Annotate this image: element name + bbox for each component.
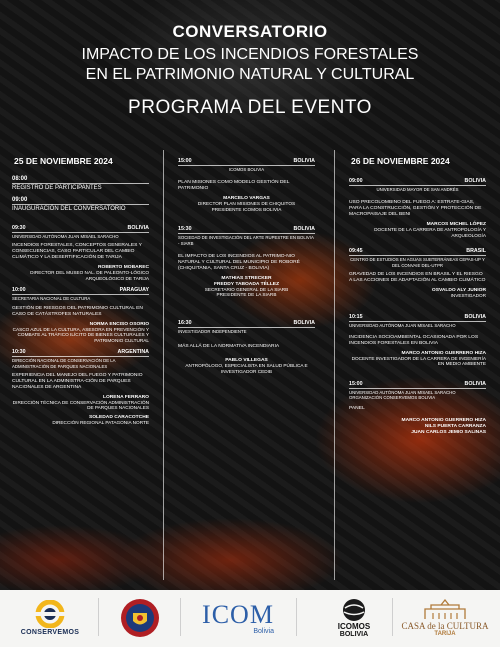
icom-sub-label: Bolivia [253, 627, 274, 635]
talk-speaker-role: DIRECTOR PLAN MISIONES DE CHIQUITOS [197, 201, 296, 207]
talk-speaker: LORENA FERRARO [102, 394, 149, 400]
talk-speaker: PABLO VILLEGAS [225, 358, 268, 364]
talk-org: SOCIEDAD DE INVESTIGACIÓN DEL ARTE RUPESTRE EN BOLIVIA - SIARB [178, 235, 314, 246]
talk-country: BOLIVIA [127, 225, 149, 231]
talk-time: 16:30 [178, 319, 192, 326]
talk-country: BOLIVIA [293, 158, 315, 164]
casa-cultura-logo [400, 594, 490, 642]
talk-header [178, 226, 315, 234]
icomos-sub-label: BOLIVIA [339, 631, 369, 638]
event-type: CONVERSATORIO [172, 22, 328, 41]
talk-speaker: MARCELO VARGAS [223, 196, 270, 202]
talk-time: 15:30 [178, 226, 192, 233]
talk-speaker: SOLEDAD CARACOTCHE [88, 414, 149, 420]
talk-speaker: MARCO ANTONIO GUERRERO HIZA [401, 350, 486, 356]
talk-speaker-role: DIRECCIÓN REGIONAL PATAGONIA NORTE [52, 419, 149, 425]
university-seal-icon [120, 596, 160, 640]
talk-title: PLAN MISIONES COMO MODELO GESTIÓN DEL PATRIMONIO [178, 180, 290, 192]
talk-org: UNIVERSIDAD AUTÓNOMA JUAN MISAEL SARACHO ORGANIZACIÓN CONSERVEMOS BOLIVIA [349, 389, 456, 400]
talk-header [349, 314, 486, 322]
conservemos-icon [35, 600, 65, 628]
session-registration [12, 176, 149, 192]
talk-speaker: FREDDY TABOADA TÉLLEZ [213, 281, 280, 287]
program-title: PROGRAMA DEL EVENTO [128, 97, 372, 118]
talk-speaker-role: SECRETARIO GENERAL DE LA SIARB [204, 286, 289, 292]
icom-logo [196, 594, 280, 642]
talk-speaker: MATHIAS STRECKER [221, 275, 272, 281]
talk-country: ARGENTINA [117, 349, 149, 356]
talk-header [12, 225, 149, 233]
talk-org: DIRECCIÓN NACIONAL DE CONSERVACIÓN DE LA ADMINISTRACIÓN DE PARQUES NACIONALES [12, 358, 116, 369]
talk-header [12, 349, 149, 357]
logo-separator [98, 598, 99, 636]
logo-separator [392, 598, 393, 636]
talk-header [349, 178, 486, 186]
talk-country: BOLIVIA [464, 314, 486, 321]
talk-speaker-role: DOCENTE INVESTIGADOR DE LA CARRERA DE INGENIERÍA EN MEDIO AMBIENTE [351, 355, 486, 367]
event-title-line2: EN EL PATRIMONIO NATURAL Y CULTURAL [85, 66, 415, 83]
talk-time: 10:30 [12, 349, 26, 356]
talk-time: 09:00 [349, 178, 363, 184]
casa-cultura-sub-label: TARIJA [434, 631, 456, 637]
day2-column [349, 148, 486, 568]
talk-speaker-role: PRESIDENTE DE LA SIARB [216, 292, 277, 298]
talk-time: 09:30 [12, 225, 26, 231]
talk-speaker-role: DIRECTOR DEL MUSEO NAL. DE PALEONTO-LÓGICO ARQUEOLÓGICO DE TARIJA [30, 270, 149, 281]
session-inauguration [12, 197, 149, 213]
talk-speaker-role: DIRECCIÓN TÉCNICA DE CONSERVACIÓN ADMINISTRACIÓN DE PARQUES NACIONALES [12, 399, 149, 411]
talk-time: 09:45 [349, 248, 363, 255]
talk-speaker-role: DOCENTE DE LA CARRERA DE ANTROPOLOGÍA Y ARQUEOLOGÍA [374, 227, 486, 238]
talk-speaker: JUAN CARLOS JEMIO SALINAS [411, 430, 486, 436]
talk-header [178, 158, 315, 166]
talk-org: INVESTIGADOR INDEPENDIENTE [178, 328, 247, 334]
session-time: 08:00 [12, 176, 149, 184]
icomos-label: ICOMOS [337, 622, 371, 631]
icomos-bolivia-logo [326, 594, 382, 642]
talk-org: UNIVERSIDAD AUTÓNOMA JUAN MISAEL SARACHO [349, 323, 456, 329]
talk-speaker: NILS PUERTA CARRANZA [424, 424, 486, 430]
icomos-globe-icon [340, 598, 368, 622]
talk-org: SECRETARIA NACIONAL DE CULTURA [12, 296, 91, 302]
conservemos-logo [12, 594, 88, 642]
icom-label: ICOM [202, 599, 274, 629]
university-seal-logo [118, 594, 162, 642]
talk-time: 15:00 [178, 158, 192, 164]
talk-country: PARAGUAY [119, 287, 149, 294]
day2-date: 26 DE NOVIEMBRE 2024 [351, 156, 450, 166]
talk-title: USO PRECOLOMBINO DEL FUEGO A: ESTRATE-GIAS, PARA LA CONSTRUCCIÓN, GESTIÓN Y PROTECCIÓN DE MACROPAISAJE DEL BENI [349, 200, 482, 218]
event-title-line1: IMPACTO DE LOS INCENDIOS FORESTALES [81, 46, 419, 63]
talk-speaker-role: PRESIDENTE ICOMOS BOLIVIA [211, 206, 282, 212]
talk-speaker: MARCOS MICHEL LÓPEZ [426, 222, 486, 228]
talk-time: 10:00 [12, 287, 26, 294]
divider-left [163, 150, 164, 580]
talk-country: BOLIVIA [464, 178, 486, 184]
talk-title: GRAVEDAD DE LOS INCENDIOS EN BRASIL Y EL RIESGO A LAS ACCIONES DE ADAPTACIÓN AL CAMBIO CLIMÁTICO [349, 271, 486, 283]
talk-title: INCIDENCIA SOCIOAMBIENTAL OCASIONADA POR LOS INCENDIOS FORESTALES EN BOLIVIA [349, 334, 479, 346]
conservemos-label: CONSERVEMOS [20, 629, 80, 636]
talk-speaker: OSVALDO ALY JUNIOR [431, 287, 486, 293]
day1-date: 25 DE NOVIEMBRE 2024 [14, 156, 113, 166]
talk-header [349, 381, 486, 389]
talk-country: BOLIVIA [293, 226, 315, 233]
talk-title: INCENDIOS FORESTALES, CONCEPTOS GENERALES Y CONSECUENCIAS, CASO PARTICULAR DEL CAMBIO CLIMÁTICO Y LA DESERTIFICACIÓN DE TARIJA [12, 243, 142, 261]
talk-time: 15:00 [349, 380, 363, 387]
day1-morning-column [12, 148, 149, 568]
talk-header [349, 248, 486, 256]
talk-org: UNIVERSIDAD AUTÓNOMA JUAN MISAEL SARACHO [12, 234, 119, 239]
talk-speaker-role: ANTROPÓLOGO, ESPECIALISTA EN SALUD PÚBLICA E INVESTIGADOR CEDIB [185, 363, 308, 374]
talk-country: BRASIL [466, 248, 486, 255]
talk-speaker-role: CASCO AZUL DE LA CULTURA, ASESORA EN PREVENCIÓN Y COMBATE AL TRÁFICO ILÍCITO DE BIENES CULTURALES Y PATRIMONIO CULTURAL [12, 326, 149, 343]
talk-country: BOLIVIA [464, 380, 486, 387]
talk-title: PANEL [349, 406, 365, 412]
talk-header [178, 320, 315, 328]
talk-speaker-role: INVESTIGADOR [450, 292, 486, 298]
day1-afternoon-column [178, 150, 315, 570]
talk-speaker: MARCO ANTONIO GUERRERO HIZA [401, 418, 486, 424]
logo-separator [180, 598, 181, 636]
talk-org: ICOMOS BOLIVIA [228, 167, 265, 172]
talk-title: GESTIÓN DE RIESGOS DEL PATRIMONIO CULTURAL EN CASO DE CATÁSTROFES NATURALES [12, 305, 143, 317]
casa-cultura-label: CASA de la CULTURA [401, 621, 489, 631]
logo-separator [296, 598, 297, 636]
building-icon [415, 599, 475, 621]
header [0, 22, 500, 119]
talk-title: EXPERIENCIA DEL MANEJO DEL FUEGO Y PATRIMONIO CULTURAL EN LA ADMINISTRA-CIÓN DE PARQUES NACIONALES DE ARGENTINA [12, 372, 143, 390]
session-time: 09:00 [12, 197, 149, 205]
talk-speaker: NORMA ENCISO OSORIO [89, 321, 149, 327]
talk-header [12, 287, 149, 295]
talk-country: BOLIVIA [293, 319, 315, 326]
divider-right [334, 150, 335, 580]
talk-title: EL IMPACTO DE LOS INCENDIOS AL PATRIMO-NIO NATURAL Y CULTURAL DEL MUNICIPIO DE ROBORÉ (CHIQUITANIA, SANTA CRUZ - BOLIVIA) [178, 253, 300, 271]
talk-org: UNIVERSIDAD MAYOR DE SAN ANDRÉS [376, 187, 459, 192]
session-title: REGISTRO DE PARTICIPANTES [12, 185, 102, 191]
talk-title: MÁS ALLÁ DE LA NORMATIVA INCENDIARIA [178, 344, 280, 350]
session-title: INAUGURACIÓN DEL CONVERSATORIO [12, 206, 126, 212]
sponsor-logos [0, 590, 500, 647]
talk-speaker: ROBERTO MOBAREC [98, 265, 149, 271]
talk-time: 10:15 [349, 314, 363, 321]
talk-org: CENTRO DE ESTUDIOS EN AGUAS SUBTERRÁNEAS CEPAS-UP Y DEL CONVAIE DEL-UTPR [350, 257, 485, 268]
